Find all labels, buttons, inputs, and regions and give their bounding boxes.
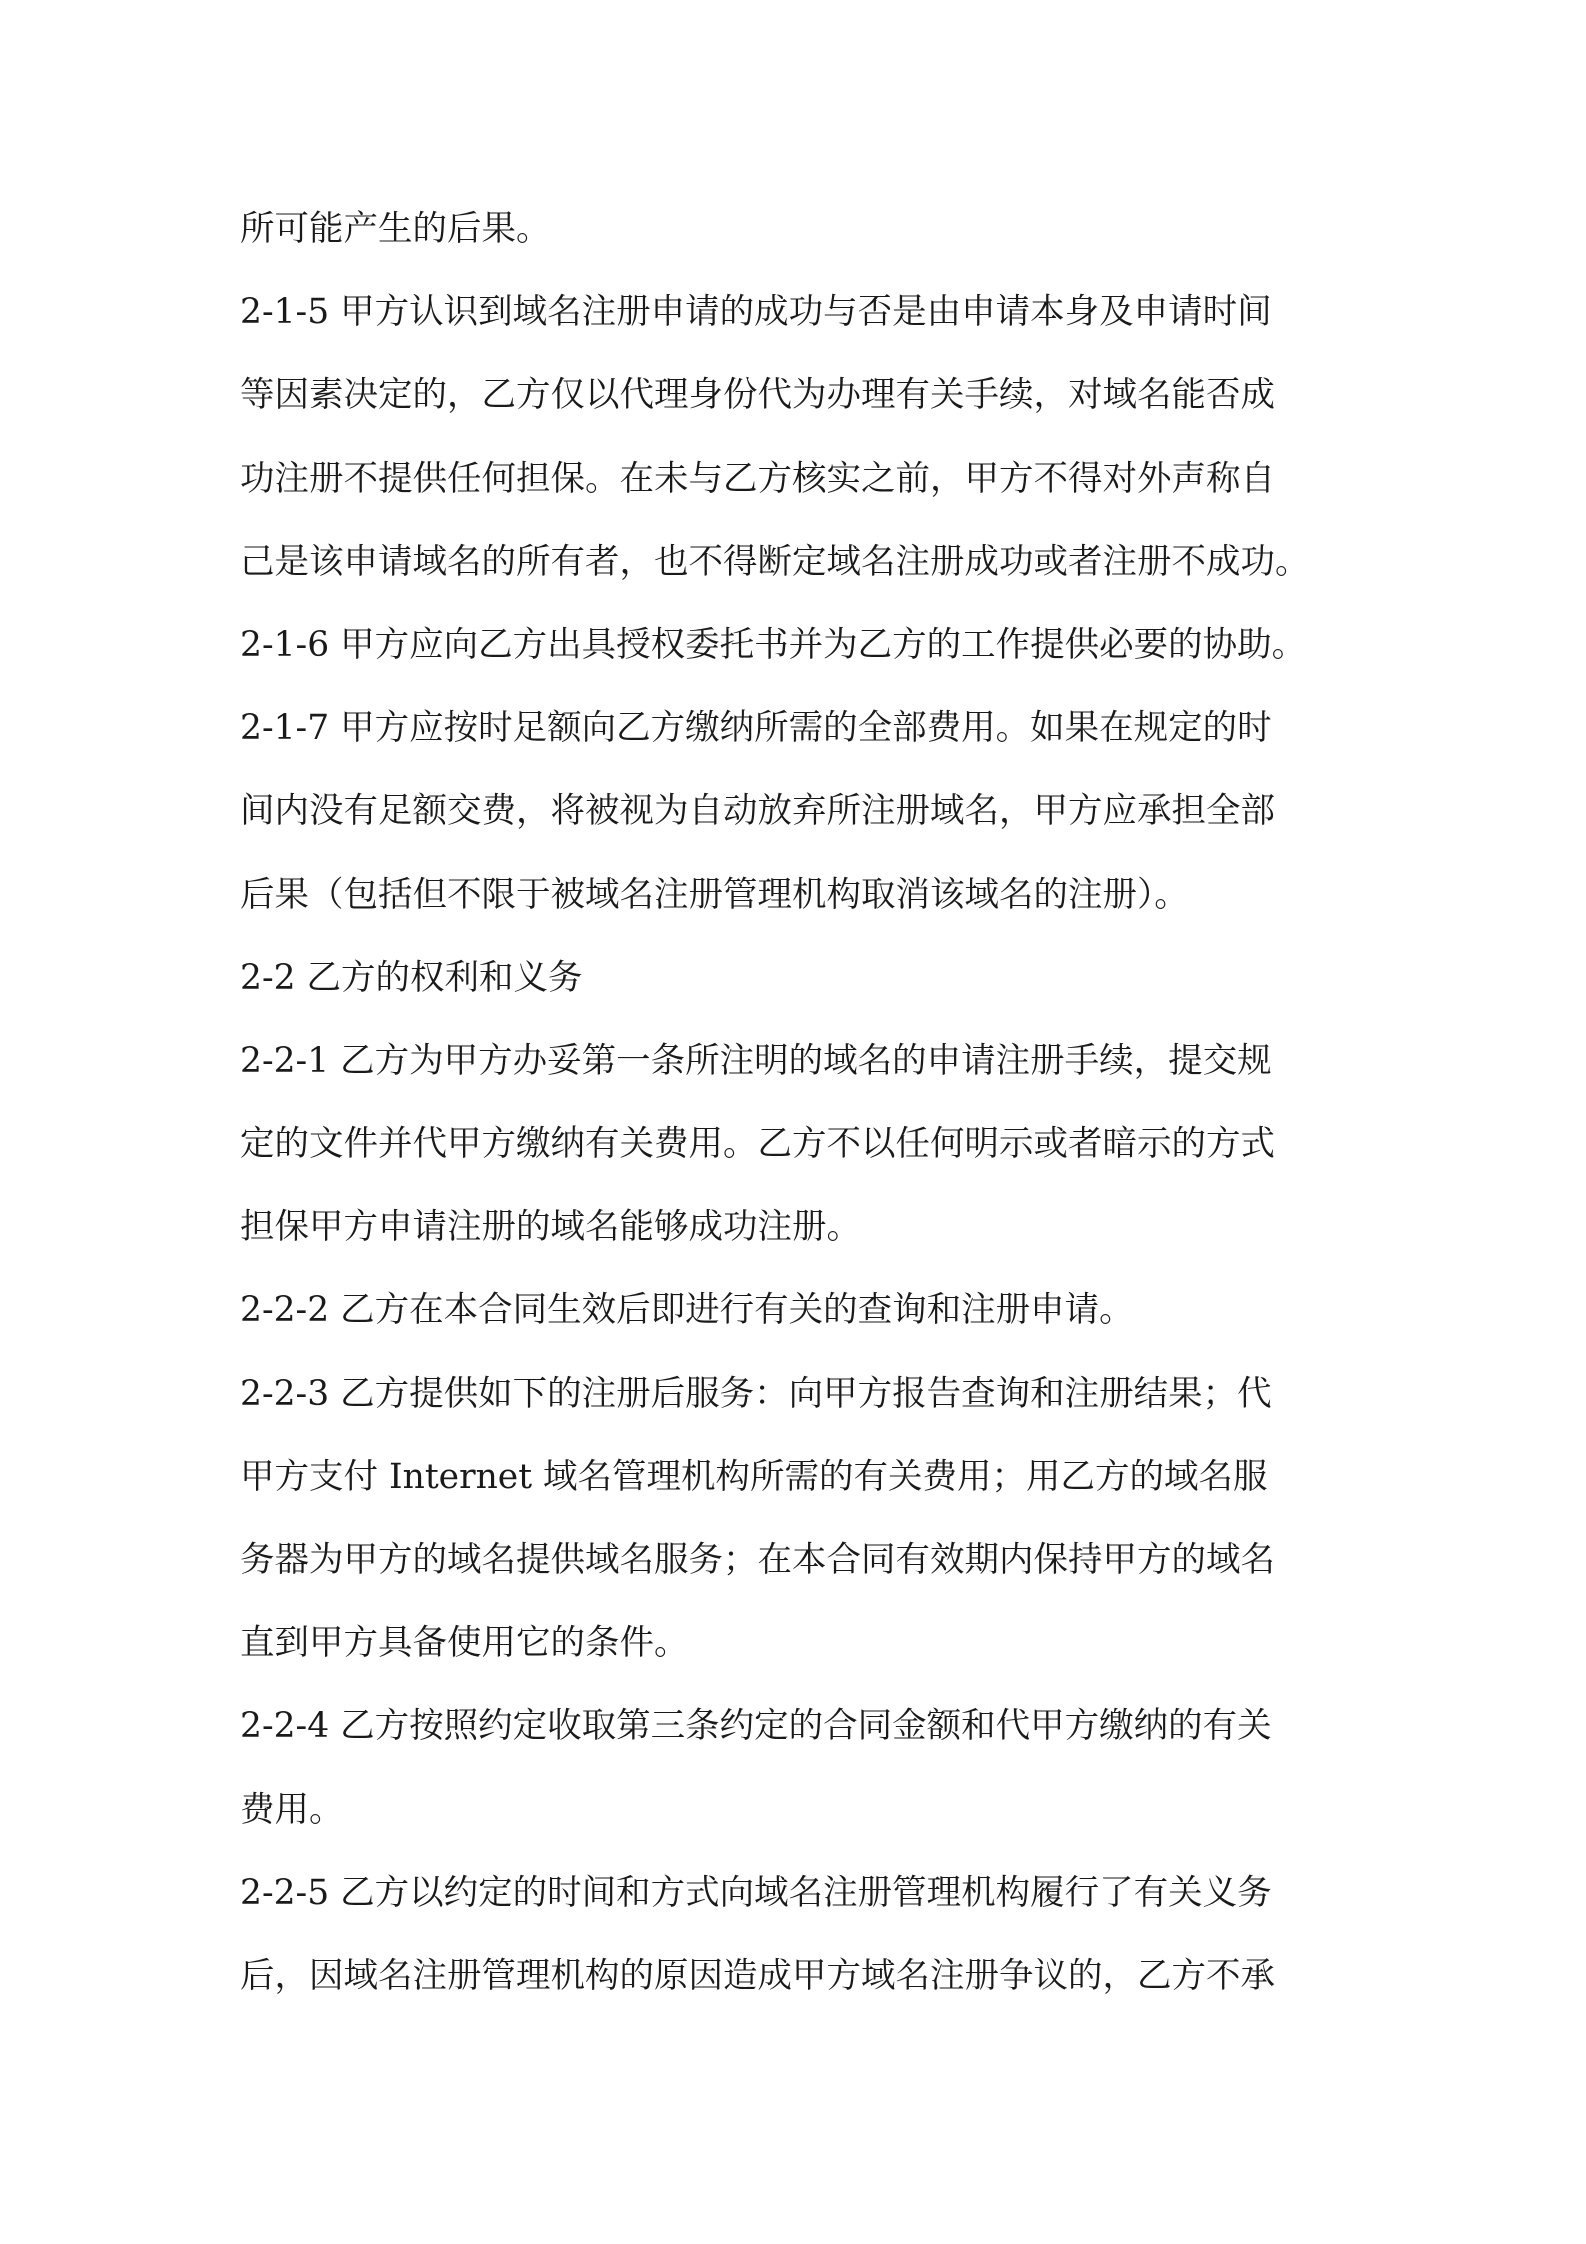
text-line: 2-2-2 乙方在本合同生效后即进行有关的查询和注册申请。 xyxy=(240,1290,1134,1331)
text-line: 所可能产生的后果。 xyxy=(240,209,551,249)
text-line: 务器为甲方的域名提供域名服务；在本合同有效期内保持甲方的域名 xyxy=(240,1540,1275,1580)
text-line: 定的文件并代甲方缴纳有关费用。乙方不以任何明示或者暗示的方式 xyxy=(240,1124,1275,1165)
text-line: 2-1-5 甲方认识到域名注册申请的成功与否是由申请本身及申请时间 xyxy=(240,292,1272,333)
text-line: 等因素决定的，乙方仅以代理身份代为办理有关手续，对域名能否成 xyxy=(240,375,1275,416)
text-line: 2-2-3 乙方提供如下的注册后服务：向甲方报告查询和注册结果；代 xyxy=(240,1373,1272,1414)
text-line: 功注册不提供任何担保。在未与乙方核实之前，甲方不得对外声称自 xyxy=(240,458,1275,499)
section-heading: 2-2 乙方的权利和义务 xyxy=(240,957,583,998)
text-line: 2-2-5 乙方以约定的时间和方式向域名注册管理机构履行了有关义务 xyxy=(240,1872,1272,1913)
text-line: 2-1-7 甲方应按时足额向乙方缴纳所需的全部费用。如果在规定的时 xyxy=(240,708,1272,749)
text-line: 后，因域名注册管理机构的原因造成甲方域名注册争议的，乙方不承 xyxy=(240,1955,1275,1996)
document-body xyxy=(240,188,1370,2018)
text-line: 后果（包括但不限于被域名注册管理机构取消该域名的注册）。 xyxy=(240,874,1189,915)
text-line: 间内没有足额交费，将被视为自动放弃所注册域名，甲方应承担全部 xyxy=(240,791,1275,832)
text-line: 2-2-4 乙方按照约定收取第三条约定的合同金额和代甲方缴纳的有关 xyxy=(240,1706,1272,1747)
text-line: 甲方支付 Internet 域名管理机构所需的有关费用；用乙方的域名服 xyxy=(240,1456,1268,1497)
text-line: 己是该申请域名的所有者，也不得断定域名注册成功或者注册不成功。 xyxy=(240,541,1310,582)
text-line: 费用。 xyxy=(240,1789,344,1830)
text-line: 担保甲方申请注册的域名能够成功注册。 xyxy=(240,1207,861,1248)
text-line: 直到甲方具备使用它的条件。 xyxy=(240,1623,689,1664)
text-line: 2-1-6 甲方应向乙方出具授权委托书并为乙方的工作提供必要的协助。 xyxy=(240,624,1307,665)
text-line: 2-2-1 乙方为甲方办妥第一条所注明的域名的申请注册手续，提交规 xyxy=(240,1040,1272,1081)
